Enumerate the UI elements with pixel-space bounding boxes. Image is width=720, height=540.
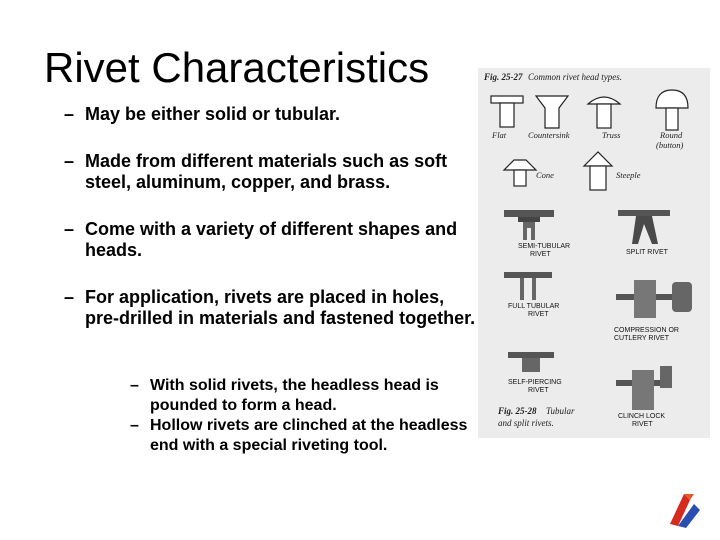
semi-tubular-rivet-label: SEMI-TUBULAR xyxy=(518,243,571,250)
bullet-item: – May be either solid or tubular. xyxy=(64,104,479,125)
compression-rivet-label-line2: CUTLERY RIVET xyxy=(614,335,669,342)
full-tubular-rivet-label-line2: RIVET xyxy=(528,311,549,318)
compression-rivet-label: COMPRESSION OR xyxy=(614,327,679,334)
split-rivet-drawing xyxy=(618,210,670,244)
bullet-item: – Made from different materials such as soft steel, aluminum, copper, and brass. xyxy=(64,151,479,193)
countersink-head-rivet-drawing xyxy=(536,96,568,128)
publisher-logo-icon xyxy=(664,490,704,530)
round-head-label: Round xyxy=(660,130,683,140)
flat-head-rivet-drawing xyxy=(491,96,523,127)
full-tubular-rivet-drawing xyxy=(504,272,552,300)
bullet-list xyxy=(64,104,479,355)
clinch-lock-rivet-label: CLINCH LOCK xyxy=(618,413,666,420)
fig1-caption: Common rivet head types. xyxy=(528,72,622,82)
slide-title: Rivet Characteristics xyxy=(44,44,430,91)
rivet-figure-illustration xyxy=(478,68,710,438)
cone-head-rivet-drawing xyxy=(504,160,536,186)
rivet-figure xyxy=(478,68,710,438)
self-piercing-rivet-drawing xyxy=(508,352,554,372)
split-rivet-label: SPLIT RIVET xyxy=(626,249,668,256)
sub-bullet-list xyxy=(130,376,480,456)
countersink-head-label: Countersink xyxy=(528,130,570,140)
round-head-rivet-drawing xyxy=(656,90,688,130)
truss-head-rivet-drawing xyxy=(588,97,620,128)
fig2-caption-line2: and split rivets. xyxy=(498,418,554,428)
fig2-number: Fig. 25-28 xyxy=(498,406,537,416)
steeple-head-rivet-drawing xyxy=(584,152,612,190)
fig2-caption-line1: Tubular xyxy=(546,406,575,416)
self-piercing-rivet-label-line2: RIVET xyxy=(528,387,549,394)
clinch-lock-rivet-label-line2: RIVET xyxy=(632,421,653,428)
semi-tubular-rivet-drawing xyxy=(504,210,554,240)
steeple-head-label: Steeple xyxy=(616,170,641,180)
bullet-item: – Come with a variety of different shapes and heads. xyxy=(64,219,479,261)
cone-head-label: Cone xyxy=(536,170,554,180)
sub-bullet-item: – Hollow rivets are clinched at the headless end with a special riveting tool. xyxy=(130,416,480,456)
sub-bullet-item: – With solid rivets, the headless head is pounded to form a head. xyxy=(130,376,480,416)
full-tubular-rivet-label: FULL TUBULAR xyxy=(508,303,560,310)
bullet-item: – For application, rivets are placed in holes, pre-drilled in materials and fastened together. xyxy=(64,287,479,329)
flat-head-label: Flat xyxy=(492,130,507,140)
fig1-number: Fig. 25-27 xyxy=(484,72,523,82)
button-head-label: (button) xyxy=(656,140,684,150)
compression-rivet-drawing xyxy=(616,280,692,318)
clinch-lock-rivet-drawing xyxy=(616,366,672,410)
truss-head-label: Truss xyxy=(602,130,621,140)
semi-tubular-rivet-label-line2: RIVET xyxy=(530,251,551,258)
self-piercing-rivet-label: SELF-PIERCING xyxy=(508,379,562,386)
